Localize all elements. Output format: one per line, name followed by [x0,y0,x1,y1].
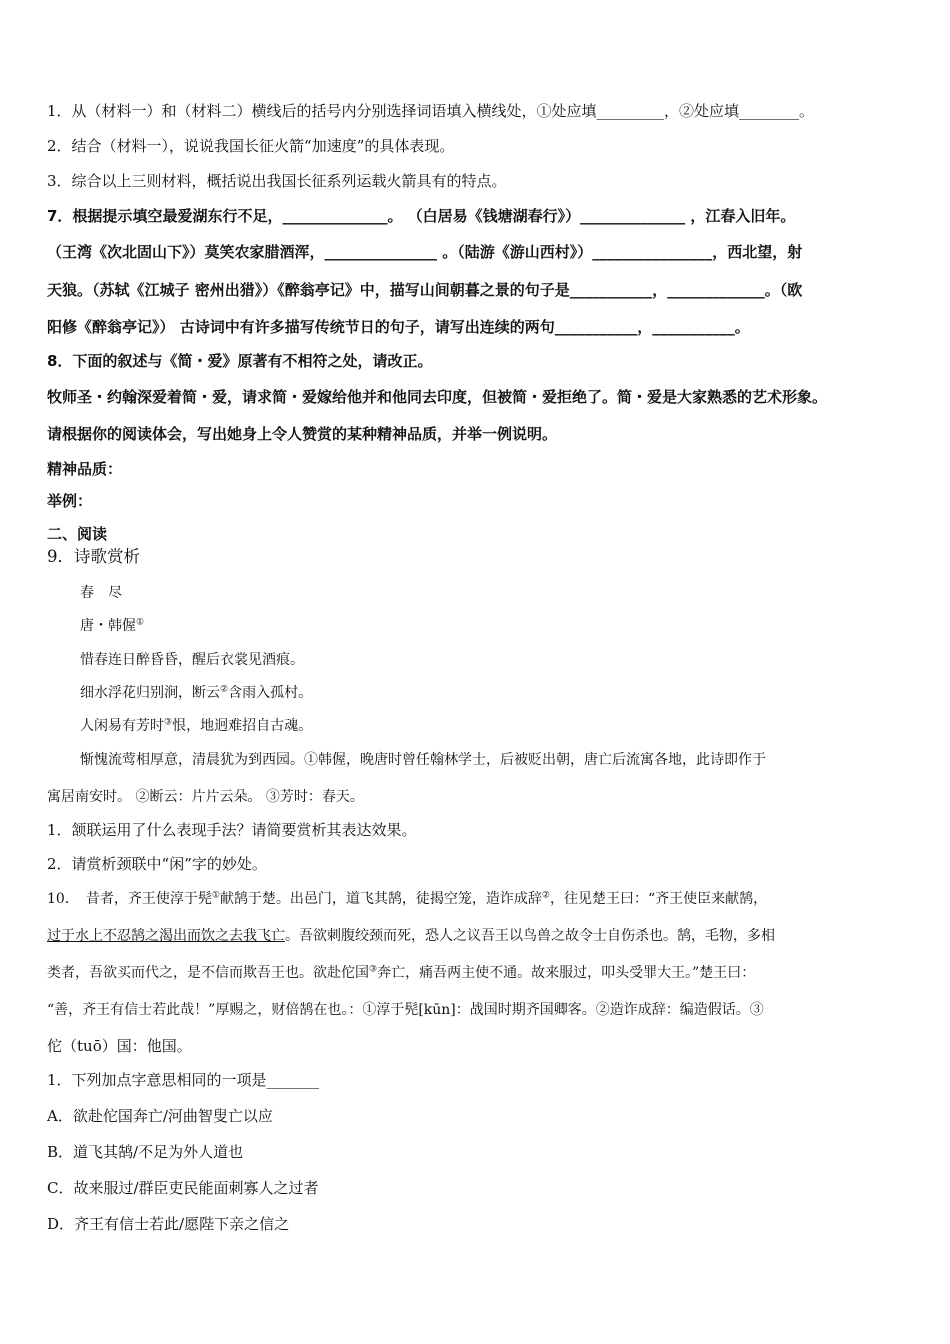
poem-line-2-a: 细水浮花归别涧，断云 [80,685,220,701]
q10-passage-1c: ，往见楚王曰：“齐王使臣来献鹄， [549,891,768,907]
poem-author-name: 唐・韩偓 [80,618,136,634]
q9-sub1: 1．颔联运用了什么表现手法？请简要赏析其表达效果。 [47,821,417,839]
q10-passage-1b: 献鹄于楚。出邑门，道飞其鹄，徒揭空笼，造诈成辞 [219,891,542,907]
q9-title: 9．诗歌赏析 [47,547,140,566]
q8-body-2: 请根据你的阅读体会，写出她身上令人赞赏的某种精神品质，并举一例说明。 [47,425,558,443]
q9-sub2: 2．请赏析颈联中“闲”字的妙处。 [47,855,267,873]
q10-passage-2b: 。吾欲刺腹绞颈而死，恐人之议吾王以鸟兽之故令士自伤杀也。鹄，毛物，多相 [285,928,775,944]
q10-passage-5: 佗（tuō）国：他国。 [47,1037,192,1055]
q10-passage-1 [47,889,767,909]
q10-passage-3b: 奔亡，痛吾两主使不通。故来服过，叩头受罪大王。”楚王曰： [377,965,756,981]
q8-body-1: 牧师圣・约翰深爱着简・爱，请求简・爱嫁给他并和他同去印度，但被简・爱拒绝了。简・爱是大家熟悉的艺术形象。 [47,388,828,406]
footnote-mark-3: ③ [164,717,173,728]
q7-line-1: 7．根据提示填空最爱湖东行不足，______________。 （白居易《钱塘湖春行》）______________ ，江春入旧年。 [47,207,796,225]
q7-line-2: （王湾《次北固山下》）莫笑农家腊酒浑，_______________ 。（陆游《游山西村》）________________，西北望，射 [47,243,803,261]
q8-quality-label: 精神品质： [47,460,123,478]
q3-text: 3．综合以上三则材料，概括说出我国长征系列运载火箭具有的特点。 [47,172,507,190]
poem-line-3-a: 人闲易有芳时 [80,718,164,734]
option-d: D．齐王有信士若此/愿陛下亲之信之 [47,1215,290,1233]
q8-title: 8．下面的叙述与《简・爱》原著有不相符之处，请改正。 [47,352,433,370]
poem-author [80,616,144,636]
footnote-mark-1: ① [136,617,145,628]
footnote-mark-2: ② [220,684,229,695]
q10-passage-2 [47,926,775,946]
q7-line-3: 天狼。（苏轼《江城子 密州出猎》）《醉翁亭记》中，描写山间朝暮之景的句子是___________，_____________。（欧 [47,281,803,299]
q10-passage-1a: 10． 昔者，齐王使淳于髡 [47,891,212,907]
poem-line-2-b: 含雨入孤村。 [228,685,313,701]
footnote-mark-b: ② [541,890,550,901]
option-a: A．欲赴佗国奔亡/河曲智叟亡以应 [47,1107,273,1125]
footnote-mark-a: ① [211,890,220,901]
q10-underlined-sentence: 过于水上不忍鹄之渴出而饮之去我飞亡 [47,928,285,944]
q7-line-4: 阳修《醉翁亭记》） 古诗词中有许多描写传统节日的句子，请写出连续的两句___________，___________。 [47,318,750,336]
q10-passage-3 [47,963,755,983]
q8-example-label: 举例： [47,492,93,510]
poem-line-3-b: 恨，地迥难招自古魂。 [172,718,313,734]
q10-passage-3a: 类者，吾欲买而代之，是不信而欺吾王也。欲赴佗国 [47,965,369,981]
poem-title: 春 尽 [80,585,122,601]
footnote-mark-c: ③ [369,964,378,975]
poem-line-3 [80,716,312,736]
poem-line-2 [80,683,312,703]
option-c: C．故来服过/群臣吏民能面刺寡人之过者 [47,1179,319,1197]
q10-passage-4: “善，齐王有信士若此哉！”厚赐之，财倍鹄在也。：①淳于髡[kūn]：战国时期齐国卿客。②造诈成辞：编造假话。③ [47,1002,764,1018]
section-reading-heading: 二、阅读 [47,525,108,543]
q1-fill-blank: 1．从（材料一）和（材料二）横线后的括号内分别选择词语填入横线处，①处应填_________，②处应填________。 [47,102,815,120]
option-b: B．道飞其鹄/不足为外人道也 [47,1143,244,1161]
q10-sub1: 1．下列加点字意思相同的一项是_______ [47,1071,320,1089]
poem-notes-cont: 寓居南安时。 ②断云：片片云朵。 ③芳时：春天。 [47,789,364,805]
poem-line-1: 惜春连日醉昏昏，醒后衣裳见酒痕。 [80,652,304,668]
q2-text: 2．结合（材料一），说说我国长征火箭“加速度”的具体表现。 [47,137,455,155]
poem-line-4-with-notes: 惭愧流莺相厚意，清晨犹为到西园。①韩偓，晚唐时曾任翰林学士，后被贬出朝，唐亡后流寓各地，此诗即作于 [80,752,766,768]
